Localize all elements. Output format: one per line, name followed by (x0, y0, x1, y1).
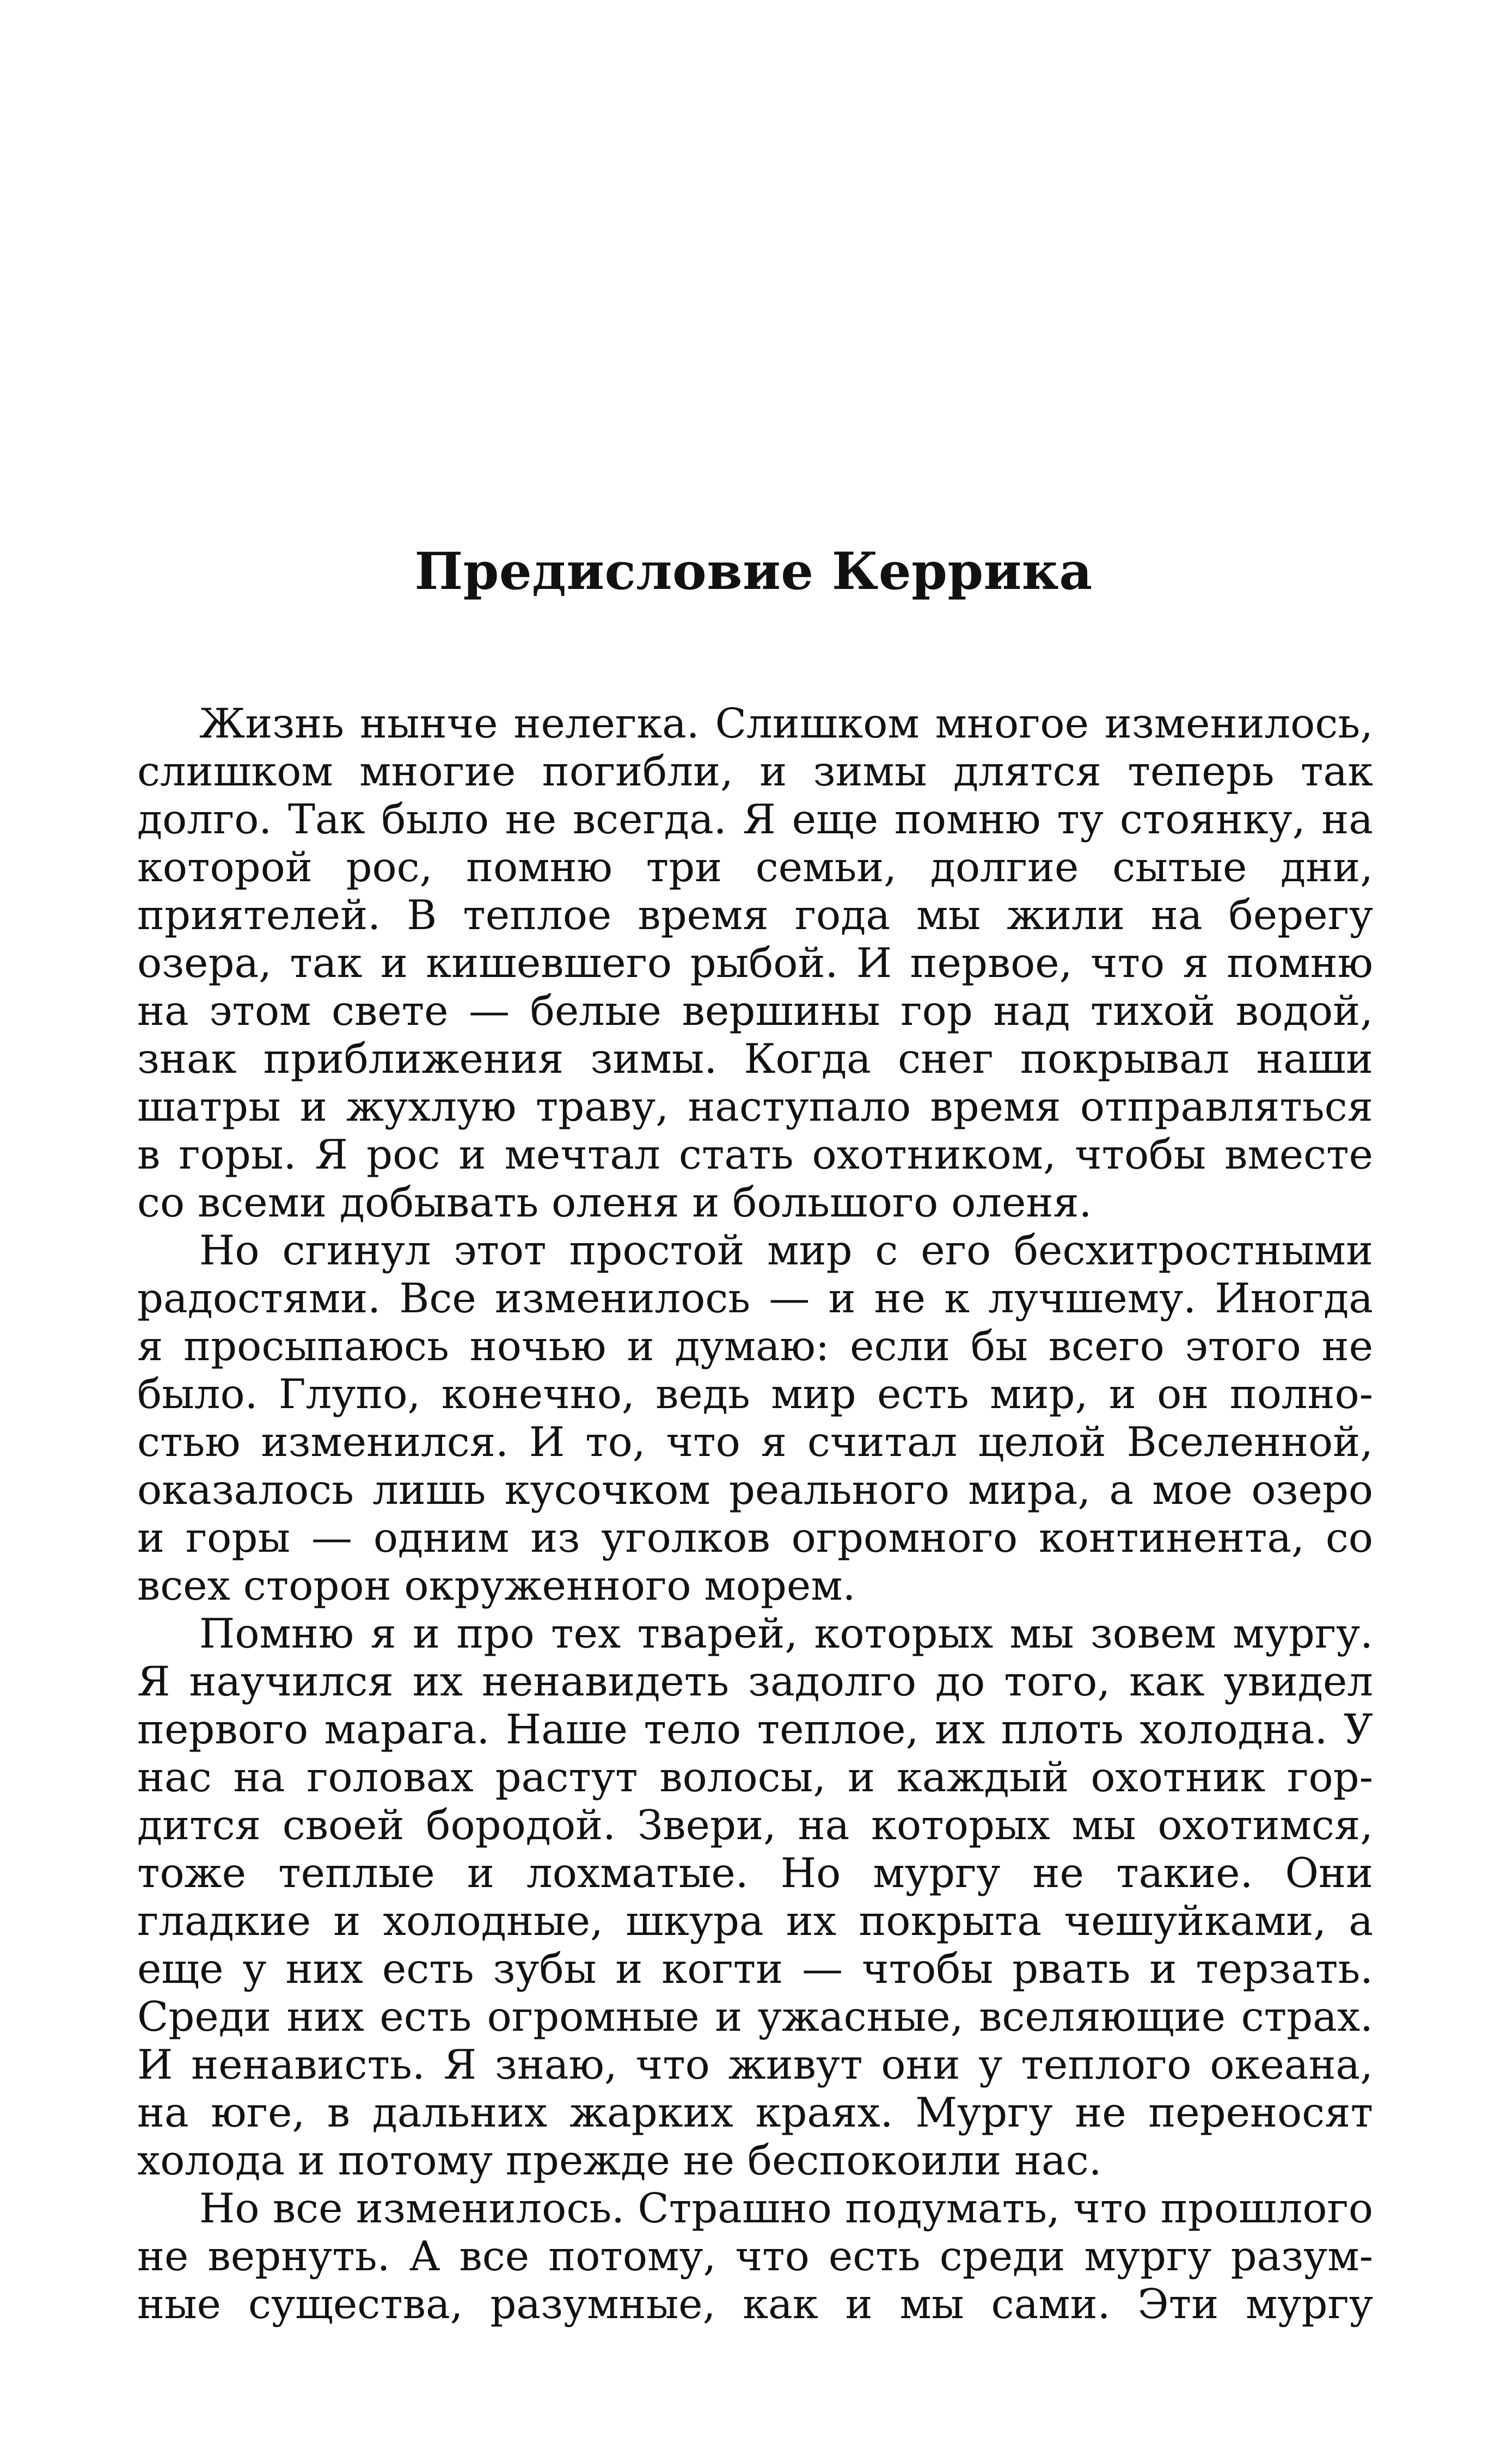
text-line: Среди них есть огромные и ужасные, вселяющие страх. (137, 1993, 1373, 2041)
text-line: Но сгинул этот простой мир с его бесхитростными (199, 1226, 1373, 1274)
text-line: знак приближения зимы. Когда снег покрывал наши (137, 1035, 1373, 1083)
text-line: и горы — одним из уголков огромного континента, со (137, 1514, 1373, 1562)
text-line: дится своей бородой. Звери, на которых мы охотимся, (137, 1801, 1373, 1849)
text-line: Помню я и про тех тварей, которых мы зовем мургу. (199, 1609, 1373, 1657)
text-line: холода и потому прежде не беспокоили нас. (137, 2136, 1102, 2184)
text-line: со всеми добывать оленя и большого оленя. (137, 1178, 1092, 1226)
text-line: Я научился их ненавидеть задолго до того, как увидел (137, 1657, 1373, 1705)
text-line: тоже теплые и лохматые. Но мургу не такие. Они (137, 1849, 1373, 1897)
text-line: Жизнь нынче нелегка. Слишком многое изменилось, (199, 699, 1373, 747)
text-line: было. Глупо, конечно, ведь мир есть мир, и он полно- (137, 1370, 1373, 1418)
text-line: на этом свете — белые вершины гор над тихой водой, (137, 987, 1373, 1035)
text-line: долго. Так было не всегда. Я еще помню ту стоянку, на (137, 795, 1373, 843)
text-line: озера, так и кишевшего рыбой. И первое, что я помню (137, 939, 1373, 987)
text-line: всех сторон окруженного морем. (137, 1562, 856, 1609)
text-line: стью изменился. И то, что я считал целой Вселенной, (137, 1418, 1373, 1466)
text-line: которой рос, помню три семьи, долгие сытые дни, (137, 843, 1373, 891)
text-line: нас на головах растут волосы, и каждый охотник гор- (137, 1753, 1373, 1801)
text-line: гладкие и холодные, шкура их покрыта чешуйками, а (137, 1897, 1373, 1945)
text-line: оказалось лишь кусочком реального мира, а мое озеро (137, 1466, 1373, 1514)
text-line: приятелей. В теплое время года мы жили на берегу (137, 891, 1373, 939)
body-text (137, 699, 1373, 2328)
text-line: И ненависть. Я знаю, что живут они у теплого океана, (137, 2041, 1373, 2088)
chapter-title: Предисловие Керрика (414, 542, 1093, 601)
text-line: на юге, в дальних жарких краях. Мургу не переносят (137, 2088, 1373, 2136)
text-line: шатры и жухлую траву, наступало время отправляться (137, 1083, 1373, 1130)
text-line: первого марага. Наше тело теплое, их плоть холодна. У (137, 1705, 1373, 1753)
text-line: я просыпаюсь ночью и думаю: если бы всего этого не (137, 1322, 1373, 1370)
text-line: еще у них есть зубы и когти — чтобы рвать и терзать. (137, 1945, 1373, 1993)
text-line: ные существа, разумные, как и мы сами. Эти мургу (137, 2280, 1373, 2328)
text-line: слишком многие погибли, и зимы длятся теперь так (137, 747, 1373, 795)
text-line: Но все изменилось. Страшно подумать, что прошлого (199, 2184, 1373, 2232)
text-line: радостями. Все изменилось — и не к лучшему. Иногда (137, 1274, 1373, 1322)
text-line: не вернуть. А все потому, что есть среди мургу разум- (137, 2232, 1373, 2280)
text-line: в горы. Я рос и мечтал стать охотником, чтобы вместе (137, 1130, 1373, 1178)
